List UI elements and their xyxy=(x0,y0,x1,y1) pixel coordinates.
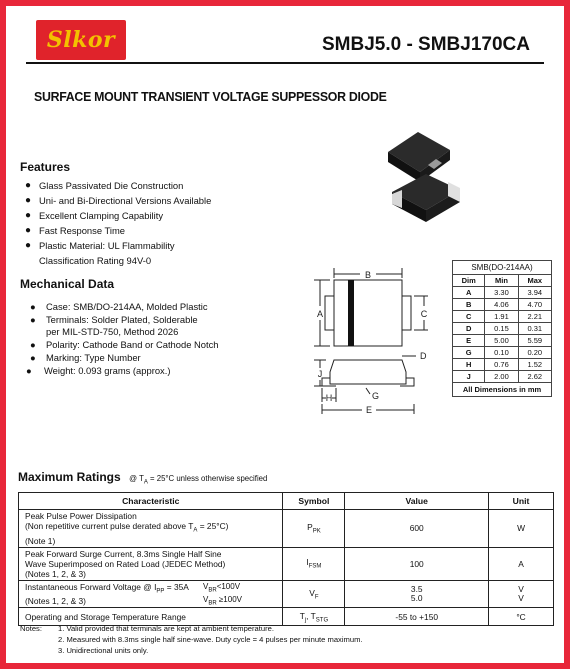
features-list xyxy=(25,178,259,268)
notes-label: Notes: xyxy=(20,624,42,633)
bullet-icon: ● xyxy=(25,195,32,206)
label-a: A xyxy=(316,309,324,319)
label-b: B xyxy=(364,270,372,280)
mechanical-list xyxy=(26,301,286,377)
header-rule xyxy=(26,62,544,64)
list-item: ● Case: SMB/DO-214AA, Molded Plastic xyxy=(30,301,208,312)
list-item: ● Marking: Type Number xyxy=(30,352,141,363)
side-view-body xyxy=(330,360,406,384)
part-number: SMBJ5.0 - SMBJ170CA xyxy=(321,34,530,55)
component-bottom-icon xyxy=(392,174,460,222)
label-e: E xyxy=(365,405,373,415)
bullet-icon: ● xyxy=(30,352,36,363)
table-row: H 0.76 1.52 xyxy=(453,359,552,371)
table-row: Peak Pulse Power Dissipation (Non repetitive current pulse derated above $T_A = 25^\circ C$) (Note 1) $P_{PK}$ 600 W xyxy=(19,510,554,548)
table-row: E 5.00 5.59 xyxy=(453,335,552,347)
note-item: 2. Measured with 8.3ms single half sine-wave. Duty cycle = 4 pulses per minute maximum. xyxy=(58,635,363,644)
label-c: C xyxy=(420,309,428,319)
table-row: Operating and Storage Temperature Range $T_j$, $T_{STG}$ -55 to +150 °C xyxy=(19,608,554,626)
list-item: ● Plastic Material: UL Flammability xyxy=(25,240,175,251)
table-row: D 0.15 0.31 xyxy=(453,323,552,335)
ratings-table xyxy=(18,492,554,626)
bullet-icon: ● xyxy=(30,339,36,350)
note-item: 3. Unidirectional units only. xyxy=(58,646,149,655)
component-photo xyxy=(378,124,468,224)
table-row: A 3.30 3.94 xyxy=(453,287,552,299)
list-item: ● Glass Passivated Die Construction xyxy=(25,180,184,191)
lead-right xyxy=(402,296,411,330)
label-j: J xyxy=(317,369,323,379)
list-item: ● Fast Response Time xyxy=(25,225,125,236)
col-header-unit: Unit xyxy=(489,493,554,510)
table-row: B 4.06 4.70 xyxy=(453,299,552,311)
label-g: G xyxy=(372,391,380,401)
list-item: ● Excellent Clamping Capability xyxy=(25,210,164,221)
col-header-value: Value xyxy=(345,493,489,510)
cathode-band xyxy=(348,280,354,346)
bullet-icon: ● xyxy=(25,240,32,251)
ratings-condition: @ $T_A = 25^\circ C$ unless otherwise specified xyxy=(129,474,268,486)
label-h: H xyxy=(325,393,333,403)
features-heading: Features xyxy=(20,160,71,174)
col-header-characteristic: Characteristic xyxy=(19,493,283,510)
product-subtitle: SURFACE MOUNT TRANSIENT VOLTAGE SUPPESSOR DIODE xyxy=(34,89,387,104)
datasheet-page xyxy=(6,6,564,663)
package-outline-diagram xyxy=(304,260,444,420)
top-view-body xyxy=(334,280,402,346)
bullet-icon: ● xyxy=(25,180,32,191)
lead-left xyxy=(325,296,334,330)
dim-table-footer: All Dimensions in mm xyxy=(453,383,552,397)
slkor-logo: Slkor xyxy=(36,20,126,60)
dimension-table xyxy=(452,260,552,397)
table-row: Instantaneous Forward Voltage @ $I_{PP} = 35A$ (Notes 1, 2, & 3) $V_{BR}<100V$ $V_{BR} \ge 100V$ $V_F$ 3.5 5.0 V V xyxy=(19,580,554,608)
label-d: D xyxy=(420,351,427,361)
dim-header: Min xyxy=(485,275,518,287)
notes-list xyxy=(58,623,363,656)
dim-header: Max xyxy=(518,275,551,287)
list-item: ● Uni- and Bi-Directional Versions Available xyxy=(25,195,212,206)
bullet-icon: ● xyxy=(26,365,32,376)
table-row: C 1.91 2.21 xyxy=(453,311,552,323)
list-item-continuation: Classification Rating 94V-0 xyxy=(39,255,152,266)
list-item: ● Weight: 0.093 grams (approx.) xyxy=(26,365,171,376)
dim-table-title: SMB(DO-214AA) xyxy=(453,261,552,275)
component-top-icon xyxy=(388,132,450,182)
ratings-heading-line xyxy=(18,468,267,486)
table-row: G 0.10 0.20 xyxy=(453,347,552,359)
list-item: ● Terminals: Solder Plated, Solderable per MIL-STD-750, Method 2026 xyxy=(30,314,198,337)
dim-header: Dim xyxy=(453,275,485,287)
mechanical-heading: Mechanical Data xyxy=(20,277,115,291)
table-row: Peak Forward Surge Current, 8.3ms Single Half Sine Wave Superimposed on Rated Load (JEDEC Method) (Notes 1, 2, & 3) $I_{FSM}$ 100 A xyxy=(19,547,554,580)
ratings-heading: Maximum Ratings xyxy=(18,470,121,484)
bullet-icon: ● xyxy=(25,225,32,236)
bullet-icon: ● xyxy=(30,314,36,325)
bullet-icon: ● xyxy=(30,301,36,312)
bullet-icon: ● xyxy=(25,210,32,221)
table-row: J 2.00 2.62 xyxy=(453,371,552,383)
list-item: ● Polarity: Cathode Band or Cathode Notch xyxy=(30,339,219,350)
note-item: 1. Valid provided that terminals are kept at ambient temperature. xyxy=(58,624,274,633)
col-header-symbol: Symbol xyxy=(283,493,345,510)
